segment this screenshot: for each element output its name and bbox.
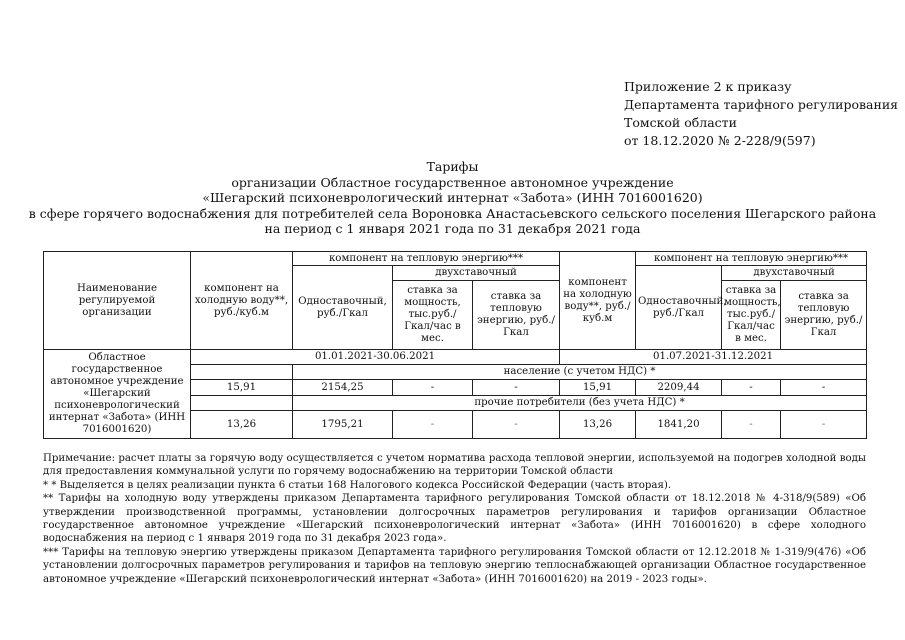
header-org-name: Наименование регулируемой организации: [44, 252, 191, 350]
title-line: организации Областное государственное автономное учреждение: [231, 174, 674, 190]
spacer-cell: [191, 396, 293, 411]
approval-line: Томской области: [624, 115, 737, 130]
energy-rate-p2-value: -: [781, 411, 867, 439]
single-rate-p2-value: 1841,20: [636, 411, 722, 439]
group-other: прочие потребители (без учета НДС) *: [293, 396, 867, 411]
notes-block: [43, 452, 866, 586]
cold-water-p1-value: 13,26: [191, 411, 293, 439]
spacer-cell: [191, 365, 293, 380]
tariff-table: [43, 251, 867, 439]
title-line: на период с 1 января 2021 года по 31 декабря 2021 года: [264, 221, 641, 236]
single-rate-p1-value: 1795,21: [293, 411, 393, 439]
header-single-rate-p1: Одноставочный, руб./Гкал: [293, 266, 393, 350]
single-rate-p1-value: 2154,25: [293, 380, 393, 396]
period-1: 01.01.2021-30.06.2021: [191, 350, 560, 365]
header-cold-water-p2: компонент на холодную воду**, руб./куб.м: [560, 252, 636, 350]
header-energy-rate-p2: ставка за тепловую энергию, руб./Гкал: [781, 281, 867, 350]
capacity-rate-p1-value: -: [393, 411, 473, 439]
note: Примечание: расчет платы за горячую воду осуществляется с учетом норматива расхода тепловой энергии, используемой на подогрев холодной воды для предоставления коммунальной услуги по горячему водоснабжению на территории Томской области: [43, 453, 866, 478]
header-thermal-group-p2: компонент на тепловую энергию***: [636, 252, 867, 266]
header-two-rate-p2: двухставочный: [722, 266, 867, 281]
cold-water-p2-value: 13,26: [560, 411, 636, 439]
capacity-rate-p2-value: -: [722, 380, 781, 396]
energy-rate-p1-value: -: [473, 380, 560, 396]
group-population: население (с учетом НДС) *: [293, 365, 867, 380]
energy-rate-p1-value: -: [473, 411, 560, 439]
approval-line: Департамента тарифного регулирования: [624, 97, 899, 112]
approval-line: Приложение 2 к приказу: [624, 79, 792, 94]
approval-line: от 18.12.2020 № 2-228/9(597): [624, 133, 816, 148]
note: ** Тарифы на холодную воду утверждены приказом Департамента тарифного регулирования Томской области от 18.12.2018 № 4-318/9(589) «Об утверждении производственной программы, установлении долгосрочных параметров регулирования и тарифов организации Областное государственное автономное учреждение «Шегарский психоневрологический интернат «Забота» (ИНН 7016001620) в сфере холодного водоснабжения на период с 1 января 2019 года по 31 декабря 2023 года».: [43, 493, 866, 545]
header-capacity-rate-p2: ставка за мощность, тыс.руб./ Гкал/час в мес.: [722, 281, 781, 350]
org-name-cell: Областное государственное автономное учреждение «Шегарский психоневрологический интернат «Забота» (ИНН 7016001620): [44, 350, 191, 439]
note: *** Тарифы на тепловую энергию утверждены приказом Департамента тарифного регулирования Томской области от 12.12.2018 № 1-319/9(476) «Об установлении долгосрочных параметров регулирования и тарифов на тепловую энергию теплоснабжающей организации Областное государственное автономное учреждение «Шегарский психоневрологический интернат «Забота» (ИНН 7016001620) на 2019 - 2023 годы».: [43, 546, 866, 585]
cold-water-p1-value: 15,91: [191, 380, 293, 396]
header-single-rate-p2: Одноставочный, руб./Гкал: [636, 266, 722, 350]
header-cold-water-p1: компонент на холодную воду**, руб./куб.м: [191, 252, 293, 350]
approval-block: [624, 78, 898, 150]
header-thermal-group-p1: компонент на тепловую энергию***: [293, 252, 560, 266]
single-rate-p2-value: 2209,44: [636, 380, 722, 396]
document-title: [0, 159, 905, 237]
capacity-rate-p2-value: -: [722, 411, 781, 439]
header-energy-rate-p1: ставка за тепловую энергию, руб./Гкал: [473, 281, 560, 350]
energy-rate-p2-value: -: [781, 380, 867, 396]
capacity-rate-p1-value: -: [393, 380, 473, 396]
header-capacity-rate-p1: ставка за мощность, тыс.руб./ Гкал/час в мес.: [393, 281, 473, 350]
note: * * Выделяется в целях реализации пункта 6 статьи 168 Налогового кодекса Российской Федерации (часть вторая).: [43, 479, 672, 491]
header-two-rate-p1: двухставочный: [393, 266, 560, 281]
period-2: 01.07.2021-31.12.2021: [560, 350, 867, 365]
title-line: «Шегарский психоневрологический интернат «Забота» (ИНН 7016001620): [202, 190, 703, 205]
cold-water-p2-value: 15,91: [560, 380, 636, 396]
title-line: Тарифы: [426, 159, 479, 174]
title-line: в сфере горячего водоснабжения для потребителей села Вороновка Анастасьевского сельского поселения Шегарского района: [28, 205, 877, 221]
